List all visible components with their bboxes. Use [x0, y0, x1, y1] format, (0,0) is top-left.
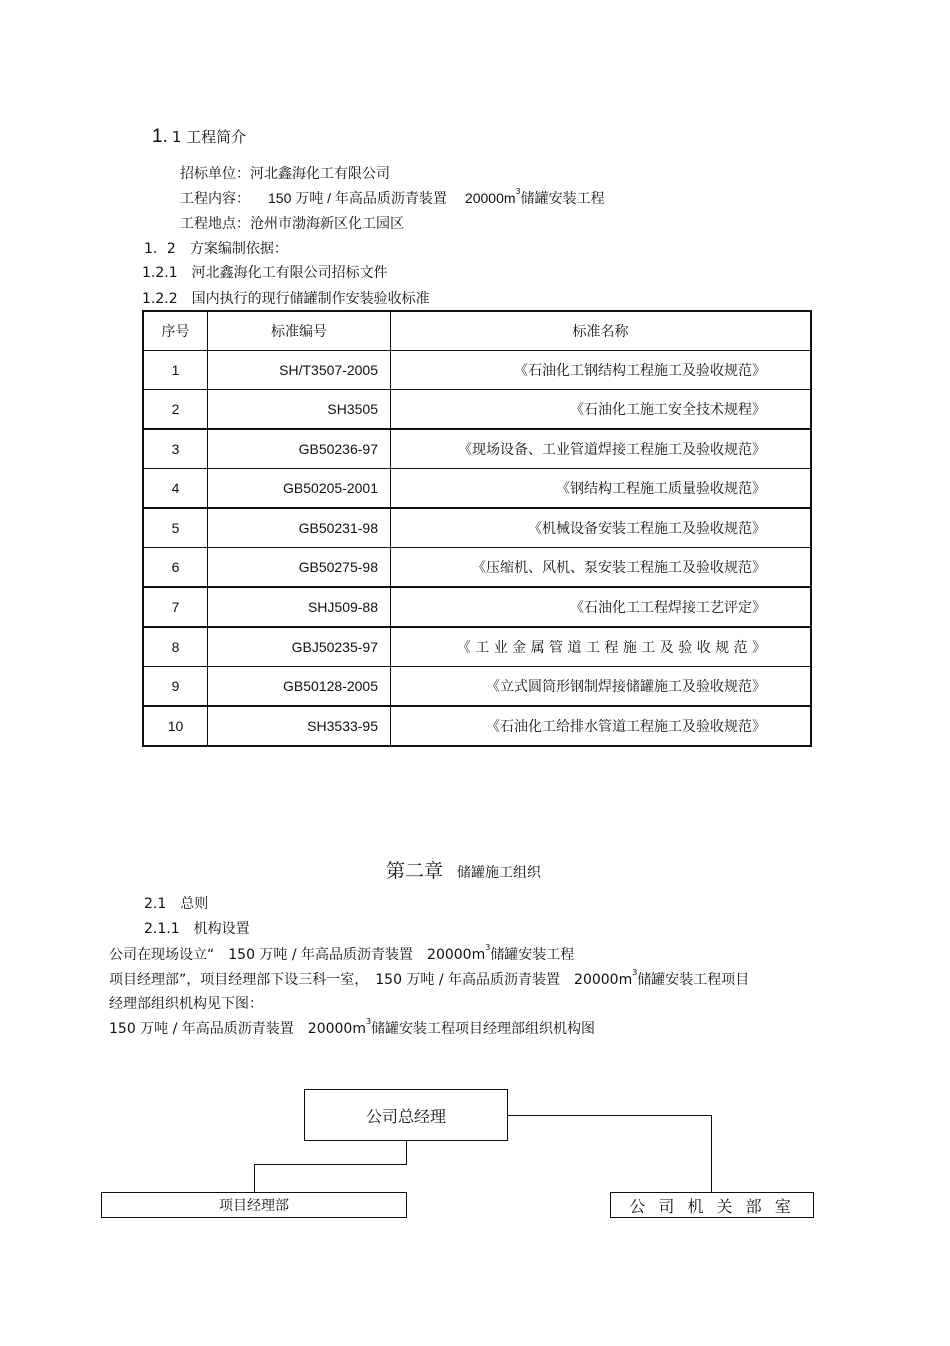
org-connector — [508, 1115, 712, 1116]
chart-caption — [109, 1018, 595, 1038]
section-heading-1-2-2: 1.2.2 国内执行的现行储罐制作安装验收标准 — [142, 291, 430, 307]
row-name: 《立式圆筒形钢制焊接储罐施工及验收规范》 — [391, 667, 812, 707]
location-line: 工程地点：沧州市渤海新区化工园区 — [180, 216, 404, 232]
row-name: 《压缩机、风机、泵安装工程施工及验收规范》 — [391, 548, 812, 588]
row-name: 《石油化工给排水管道工程施工及验收规范》 — [391, 706, 812, 746]
para-line-2-sup: 3 — [632, 968, 638, 977]
section-title: 1 工程简介 — [171, 128, 247, 146]
caption-end: 储罐安装工程项目经理部组织机构图 — [371, 1021, 596, 1037]
content-part2: 20000m — [464, 190, 516, 206]
para-line-1-sup: 3 — [485, 943, 491, 952]
section-heading-1-1 — [152, 126, 246, 148]
row-index: 9 — [143, 667, 208, 707]
row-index: 4 — [143, 469, 208, 509]
row-code: SHJ509-88 — [208, 587, 391, 627]
org-connector — [406, 1141, 407, 1165]
table-row — [143, 469, 811, 509]
content-part3: 储罐安装工程 — [520, 191, 605, 207]
content-label: 工程内容： — [180, 191, 250, 207]
table-row — [143, 706, 811, 746]
bidder-line: 招标单位：河北鑫海化工有限公司 — [180, 166, 390, 182]
content-part1: 150 万吨 / 年高品质沥青装置 — [268, 190, 447, 206]
org-connector — [254, 1164, 255, 1192]
row-code: SH3505 — [208, 390, 391, 430]
row-name: 《石油化工施工安全技术规程》 — [391, 390, 812, 430]
row-index: 5 — [143, 508, 208, 548]
row-name: 《石油化工钢结构工程施工及验收规范》 — [391, 351, 812, 390]
row-index: 7 — [143, 587, 208, 627]
row-name: 《钢结构工程施工质量验收规范》 — [391, 469, 812, 509]
org-box-project-department: 项目经理部 — [101, 1192, 407, 1218]
row-code: GB50236-97 — [208, 429, 391, 469]
section-heading-1-2-1: 1.2.1 河北鑫海化工有限公司招标文件 — [142, 265, 388, 281]
header-index: 序号 — [143, 311, 208, 351]
content-line — [180, 188, 605, 208]
caption-text: 150 万吨 / 年高品质沥青装置 20000m — [109, 1021, 366, 1037]
para-line-1-text: 公司在现场设立“ 150 万吨 / 年高品质沥青装置 20000m — [109, 947, 486, 963]
row-name: 《 工 业 金 属 管 道 工 程 施 工 及 验 收 规 范 》 — [391, 627, 812, 667]
para-line-2-end: 储罐安装工程项目 — [637, 972, 750, 988]
paragraph-line-1 — [109, 944, 574, 964]
para-line-2-text: 项目经理部”，项目经理部下设三科一室， 150 万吨 / 年高品质沥青装置 20000m — [109, 972, 633, 988]
table-row — [143, 667, 811, 707]
section-number: 1. — [152, 126, 168, 147]
chapter-heading — [386, 856, 541, 883]
org-box-company-offices: 公 司 机 关 部 室 — [610, 1192, 814, 1218]
org-box-general-manager: 公司总经理 — [304, 1089, 508, 1141]
table-row — [143, 627, 811, 667]
table-row — [143, 351, 811, 390]
row-code: GB50128-2005 — [208, 667, 391, 707]
row-code: GB50231-98 — [208, 508, 391, 548]
content-sup: 3 — [515, 187, 521, 196]
row-index: 3 — [143, 429, 208, 469]
row-name: 《现场设备、工业管道焊接工程施工及验收规范》 — [391, 429, 812, 469]
caption-sup: 3 — [365, 1017, 372, 1026]
standards-table — [142, 310, 812, 747]
header-name: 标准名称 — [391, 311, 812, 351]
row-code: SH3533-95 — [208, 706, 391, 746]
row-name: 《石油化工工程焊接工艺评定》 — [391, 587, 812, 627]
org-connector — [711, 1115, 712, 1192]
paragraph-line-3: 经理部组织机构见下图： — [109, 996, 263, 1012]
table-row — [143, 429, 811, 469]
table-row — [143, 587, 811, 627]
table-row — [143, 548, 811, 588]
row-index: 1 — [143, 351, 208, 390]
row-index: 8 — [143, 627, 208, 667]
row-code: GB50205-2001 — [208, 469, 391, 509]
chapter-title: 第二章 — [386, 860, 444, 882]
section-heading-2-1-1: 2.1.1 机构设置 — [144, 921, 250, 937]
table-header-row — [143, 311, 811, 351]
section-heading-2-1: 2.1 总则 — [144, 896, 209, 912]
row-code: SH/T3507-2005 — [208, 351, 391, 390]
row-index: 6 — [143, 548, 208, 588]
row-index: 10 — [143, 706, 208, 746]
row-name: 《机械设备安装工程施工及验收规范》 — [391, 508, 812, 548]
row-code: GBJ50235-97 — [208, 627, 391, 667]
chapter-subtitle: 储罐施工组织 — [457, 865, 542, 881]
section-heading-1-2: 1．2 方案编制依据： — [144, 241, 288, 257]
table-row — [143, 390, 811, 430]
org-connector — [254, 1164, 407, 1165]
row-code: GB50275-98 — [208, 548, 391, 588]
paragraph-line-2 — [109, 969, 749, 989]
row-index: 2 — [143, 390, 208, 430]
para-line-1-end: 储罐安装工程 — [490, 947, 575, 963]
header-code: 标准编号 — [208, 311, 391, 351]
table-row — [143, 508, 811, 548]
